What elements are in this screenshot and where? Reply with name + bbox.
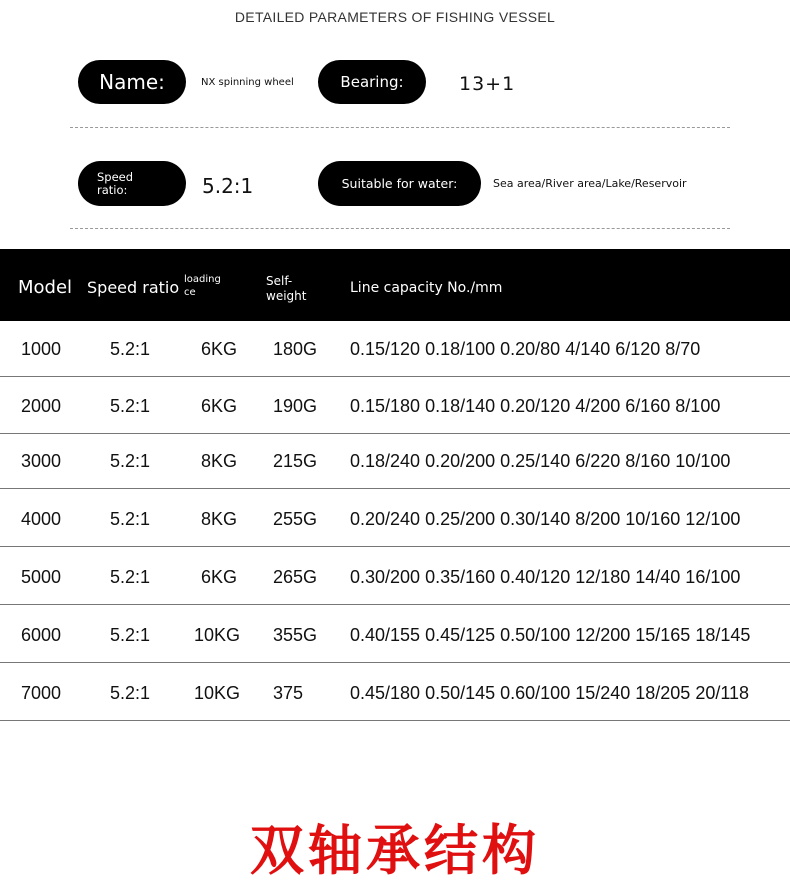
speed-label-line2: ratio:: [97, 182, 128, 197]
table-row: [0, 605, 790, 663]
bearing-label-pill: [318, 60, 426, 104]
name-label-pill: [78, 60, 186, 104]
table-row: [0, 377, 790, 434]
cell-loading: 6KG: [201, 396, 238, 416]
table-header: [0, 249, 790, 321]
cell-model: 6000: [21, 625, 62, 645]
cell-model: 5000: [21, 567, 62, 587]
cell-capacity: 0.18/240 0.20/200 0.25/140 6/220 8/160 10/100: [350, 451, 731, 471]
bearing-label: Bearing:: [340, 73, 404, 91]
cell-weight: 265G: [273, 567, 318, 587]
table-row: [0, 321, 790, 377]
cell-capacity: 0.20/240 0.25/200 0.30/140 8/200 10/160 12/100: [350, 509, 741, 529]
cell-model: 1000: [21, 339, 62, 359]
cell-speed: 5.2:1: [110, 396, 151, 416]
cell-model: 3000: [21, 451, 62, 471]
header-line-capacity: Line capacity No./mm: [350, 280, 503, 296]
cell-weight: 190G: [273, 396, 318, 416]
divider-2: [70, 228, 730, 229]
table-row: [0, 663, 790, 721]
water-label-pill: [318, 161, 481, 206]
cell-loading: 10KG: [194, 625, 241, 645]
bottom-banner-text: 双轴承结构: [250, 819, 540, 882]
cell-speed: 5.2:1: [110, 509, 151, 529]
cell-speed: 5.2:1: [110, 567, 151, 587]
table-row: [0, 434, 790, 489]
bearing-value: 13+1: [459, 73, 516, 95]
cell-capacity: 0.45/180 0.50/145 0.60/100 15/240 18/205 20/118: [350, 683, 750, 703]
cell-loading: 6KG: [201, 339, 238, 359]
cell-capacity: 0.15/180 0.18/140 0.20/120 4/200 6/160 8/100: [350, 396, 721, 416]
name-label: Name:: [99, 70, 165, 94]
speed-value: 5.2:1: [202, 174, 254, 198]
cell-speed: 5.2:1: [110, 339, 151, 359]
name-value: NX spinning wheel: [201, 77, 294, 88]
header-speed-ratio: Speed ratio: [87, 278, 180, 297]
header-loading-line2: ce: [184, 287, 196, 298]
cell-capacity: 0.15/120 0.18/100 0.20/80 4/140 6/120 8/70: [350, 339, 701, 359]
cell-weight: 215G: [273, 451, 318, 471]
water-label: Suitable for water:: [341, 176, 458, 191]
cell-loading: 6KG: [201, 567, 238, 587]
cell-speed: 5.2:1: [110, 683, 151, 703]
cell-loading: 8KG: [201, 451, 238, 471]
cell-loading: 8KG: [201, 509, 238, 529]
cell-speed: 5.2:1: [110, 625, 151, 645]
header-self-weight-line2: weight: [266, 289, 307, 303]
cell-weight: 355G: [273, 625, 318, 645]
page-title: DETAILED PARAMETERS OF FISHING VESSEL: [234, 9, 556, 25]
speed-label-line1: Speed: [97, 169, 134, 184]
cell-weight: 255G: [273, 509, 318, 529]
divider-1: [70, 127, 730, 128]
cell-model: 7000: [21, 683, 62, 703]
speed-label-pill: [78, 161, 186, 206]
cell-weight: 180G: [273, 339, 318, 359]
cell-capacity: 0.40/155 0.45/125 0.50/100 12/200 15/165 18/145: [350, 625, 751, 645]
header-model: Model: [18, 277, 73, 298]
water-value: Sea area/River area/Lake/Reservoir: [493, 177, 687, 190]
cell-model: 2000: [21, 396, 62, 416]
header-self-weight-line1: Self-: [266, 274, 293, 288]
cell-model: 4000: [21, 509, 62, 529]
table-row: [0, 489, 790, 547]
cell-speed: 5.2:1: [110, 451, 151, 471]
cell-capacity: 0.30/200 0.35/160 0.40/120 12/180 14/40 16/100: [350, 567, 741, 587]
cell-loading: 10KG: [194, 683, 241, 703]
header-loading-line1: loading: [184, 274, 221, 285]
cell-weight: 375: [273, 683, 304, 703]
table-row: [0, 547, 790, 605]
